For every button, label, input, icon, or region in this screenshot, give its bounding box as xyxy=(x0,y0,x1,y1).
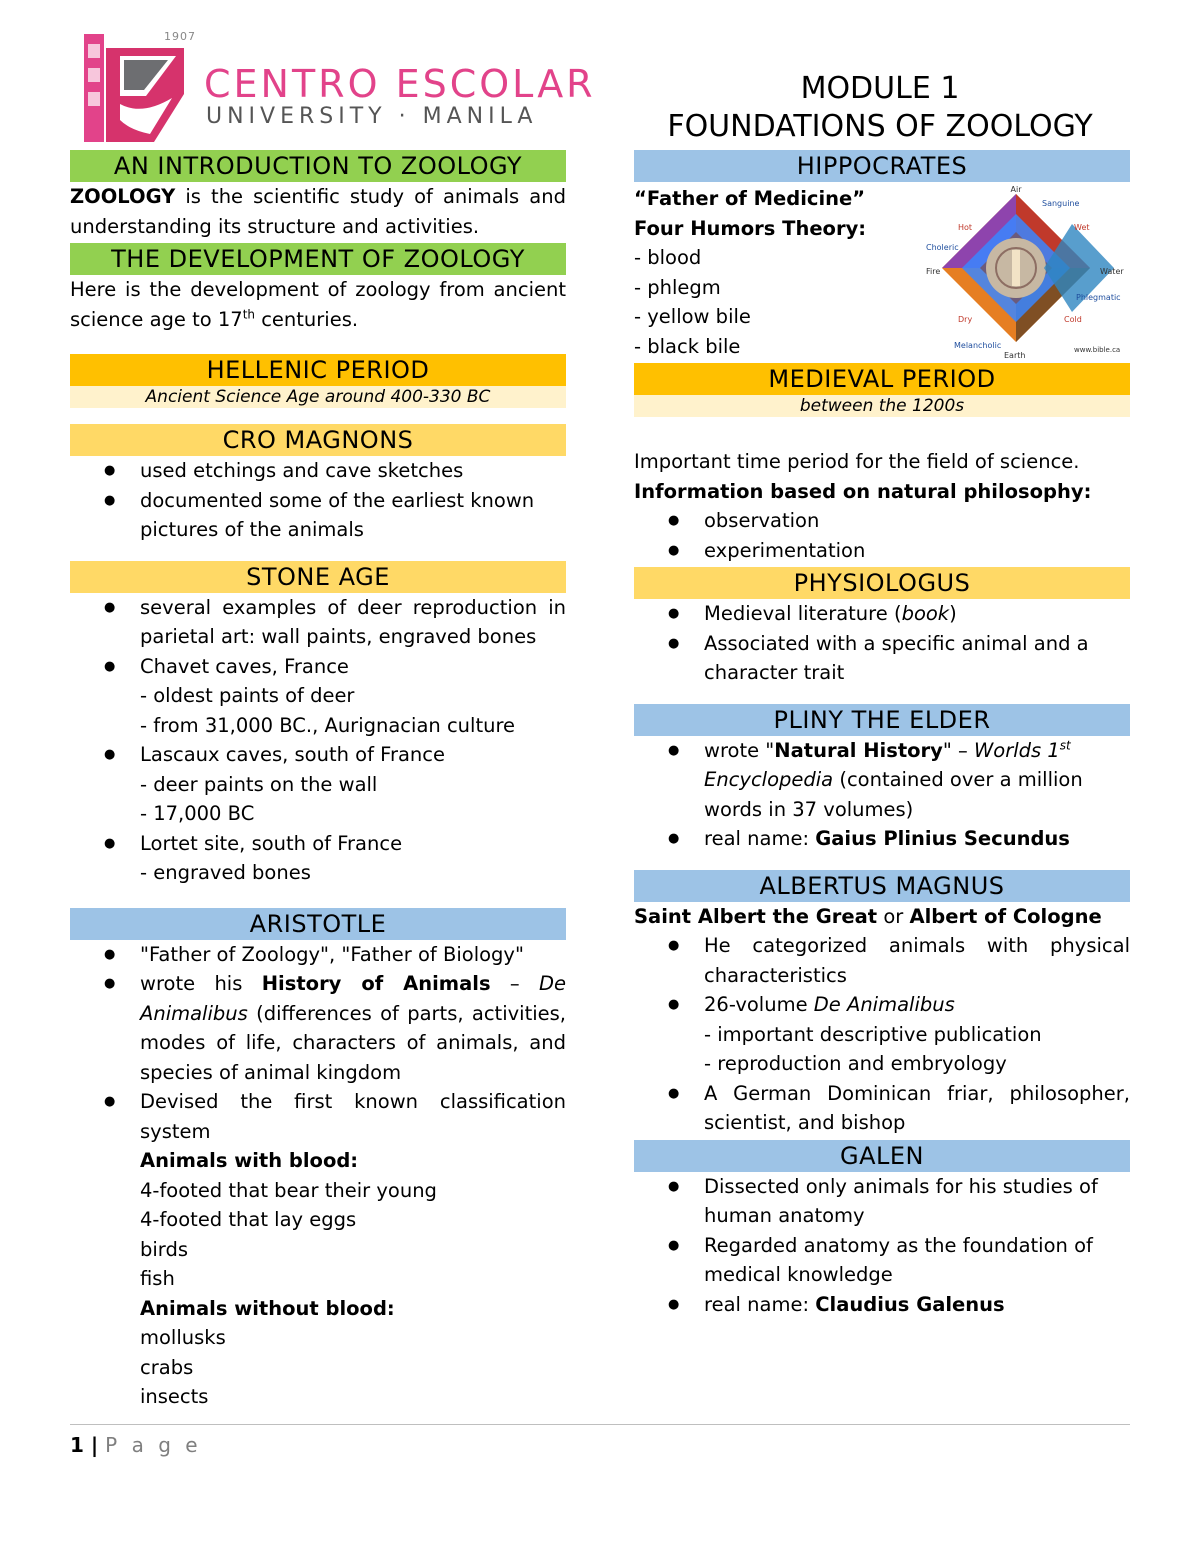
albertus-heading: ALBERTUS MAGNUS xyxy=(634,870,1130,902)
humor-item: - phlegm xyxy=(634,275,721,299)
pliny-list xyxy=(634,736,1130,854)
no-blood-heading: Animals without blood: xyxy=(140,1296,395,1320)
page-number: 1 xyxy=(70,1433,84,1457)
diagram-label: Air xyxy=(1010,185,1022,194)
list-item: ● A German Dominican friar, philosopher, scientist, and bishop xyxy=(704,1079,1130,1138)
diagram-label: Melancholic xyxy=(954,341,1002,350)
list-item: ● Devised the first known classification system Animals with blood: 4-footed that bear their young 4-footed that lay eggs birds fish Animals without blood: mollusks crabs insects xyxy=(140,1087,566,1412)
page-label: P a g e xyxy=(105,1433,202,1457)
list-item: ● Lortet site, south of France - engraved bones xyxy=(140,829,566,888)
albertus-names: Saint Albert the Great or Albert of Cologne xyxy=(634,904,1102,928)
list-item: ● documented some of the earliest known pictures of the animals xyxy=(140,486,566,545)
four-humors-title: Four Humors Theory: xyxy=(634,216,867,240)
left-column xyxy=(70,150,566,1412)
development-heading: THE DEVELOPMENT OF ZOOLOGY xyxy=(70,243,566,275)
list-item: ● Regarded anatomy as the foundation of medical knowledge xyxy=(704,1231,1130,1290)
galen-heading: GALEN xyxy=(634,1140,1130,1172)
hippocrates-title: “Father of Medicine” xyxy=(634,187,866,210)
list-item: ● observation xyxy=(704,506,1130,536)
diagram-label: Phlegmatic xyxy=(1076,293,1121,302)
development-text: Here is the development of zoology from ancient science age to 17th centuries. xyxy=(70,278,566,331)
diagram-label: Dry xyxy=(958,315,973,324)
medieval-info: Information based on natural philosophy: xyxy=(634,479,1092,503)
galen-list xyxy=(634,1172,1130,1320)
stone-age-heading: STONE AGE xyxy=(70,561,566,593)
intro-term: ZOOLOGY xyxy=(70,185,176,208)
cro-magnons-heading: CRO MAGNONS xyxy=(70,424,566,456)
physiologus-heading: PHYSIOLOGUS xyxy=(634,567,1130,599)
humor-item: - black bile xyxy=(634,334,741,358)
diagram-label: Choleric xyxy=(926,243,959,252)
footer-separator: | xyxy=(83,1433,106,1457)
four-humors-diagram xyxy=(924,184,1130,360)
page-footer xyxy=(70,1424,1130,1463)
list-item: ● wrote his History of Animals – De Animalibus (differences of parts, activities, modes of life, characters of animals, and species of animal kingdom xyxy=(140,969,566,1087)
list-item: ● Medieval literature (book) xyxy=(704,599,1130,629)
list-item: ● Chavet caves, France - oldest paints of deer - from 31,000 BC., Aurignacian culture xyxy=(140,652,566,741)
albertus-list xyxy=(634,931,1130,1138)
logo-line1: CENTRO ESCOLAR xyxy=(204,62,596,106)
intro-heading: AN INTRODUCTION TO ZOOLOGY xyxy=(70,150,566,182)
logo-year: 1907 xyxy=(164,30,196,43)
list-item: ● experimentation xyxy=(704,536,1130,566)
hellenic-heading: HELLENIC PERIOD xyxy=(70,354,566,386)
hellenic-subtitle: Ancient Science Age around 400-330 BC xyxy=(70,386,566,408)
humor-item: - blood xyxy=(634,246,702,269)
list-item: ● 26-volume De Animalibus - important descriptive publication - reproduction and embryology xyxy=(704,990,1130,1079)
university-logo xyxy=(80,30,596,150)
pliny-heading: PLINY THE ELDER xyxy=(634,704,1130,736)
diagram-label: www.bible.ca xyxy=(1074,346,1121,354)
physiologus-list xyxy=(634,599,1130,688)
list-item: ● Lascaux caves, south of France - deer paints on the wall - 17,000 BC xyxy=(140,740,566,829)
diagram-label: Earth xyxy=(1004,351,1026,360)
diagram-label: Hot xyxy=(958,223,973,232)
list-item: ● real name: Claudius Galenus xyxy=(704,1290,1130,1320)
medieval-list xyxy=(634,506,1130,565)
aristotle-list xyxy=(70,940,566,1412)
list-item: ● "Father of Zoology", "Father of Biology" xyxy=(140,940,566,970)
list-item: ● used etchings and cave sketches xyxy=(140,456,566,486)
blood-heading: Animals with blood: xyxy=(140,1149,359,1172)
diagram-label: Fire xyxy=(926,267,941,276)
aristotle-heading: ARISTOTLE xyxy=(70,908,566,940)
medieval-subtitle: between the 1200s xyxy=(634,395,1130,417)
module-title xyxy=(630,70,1130,146)
university-crest-icon xyxy=(80,34,192,146)
list-item: ● several examples of deer reproduction in parietal art: wall paints, engraved bones xyxy=(140,593,566,652)
humor-item: - yellow bile xyxy=(634,305,751,328)
medieval-text: Important time period for the field of science. xyxy=(634,450,1080,473)
hippocrates-section xyxy=(634,182,1130,361)
list-item: ● real name: Gaius Plinius Secundus xyxy=(704,824,1130,854)
stone-age-list xyxy=(70,593,566,888)
diagram-label: Wet xyxy=(1074,223,1090,232)
hippocrates-heading: HIPPOCRATES xyxy=(634,150,1130,182)
logo-line2: UNIVERSITY · MANILA xyxy=(206,104,538,129)
intro-text: ZOOLOGY is the scientific study of animals and understanding its structure and activities. xyxy=(70,185,566,238)
diagram-label: Water xyxy=(1100,267,1124,276)
list-item: ● Associated with a specific animal and a character trait xyxy=(704,629,1130,688)
list-item: ● wrote "Natural History" – Worlds 1st Encyclopedia (contained over a million words in 37 volumes) xyxy=(704,736,1130,825)
cro-magnons-list xyxy=(70,456,566,545)
diagram-label: Cold xyxy=(1064,315,1082,324)
diagram-label: Sanguine xyxy=(1042,199,1080,208)
right-column xyxy=(634,150,1130,1319)
module-name: FOUNDATIONS OF ZOOLOGY xyxy=(667,109,1093,144)
module-number: MODULE 1 xyxy=(800,71,960,106)
list-item: ● Dissected only animals for his studies of human anatomy xyxy=(704,1172,1130,1231)
list-item: ● He categorized animals with physical characteristics xyxy=(704,931,1130,990)
medieval-heading: MEDIEVAL PERIOD xyxy=(634,363,1130,395)
